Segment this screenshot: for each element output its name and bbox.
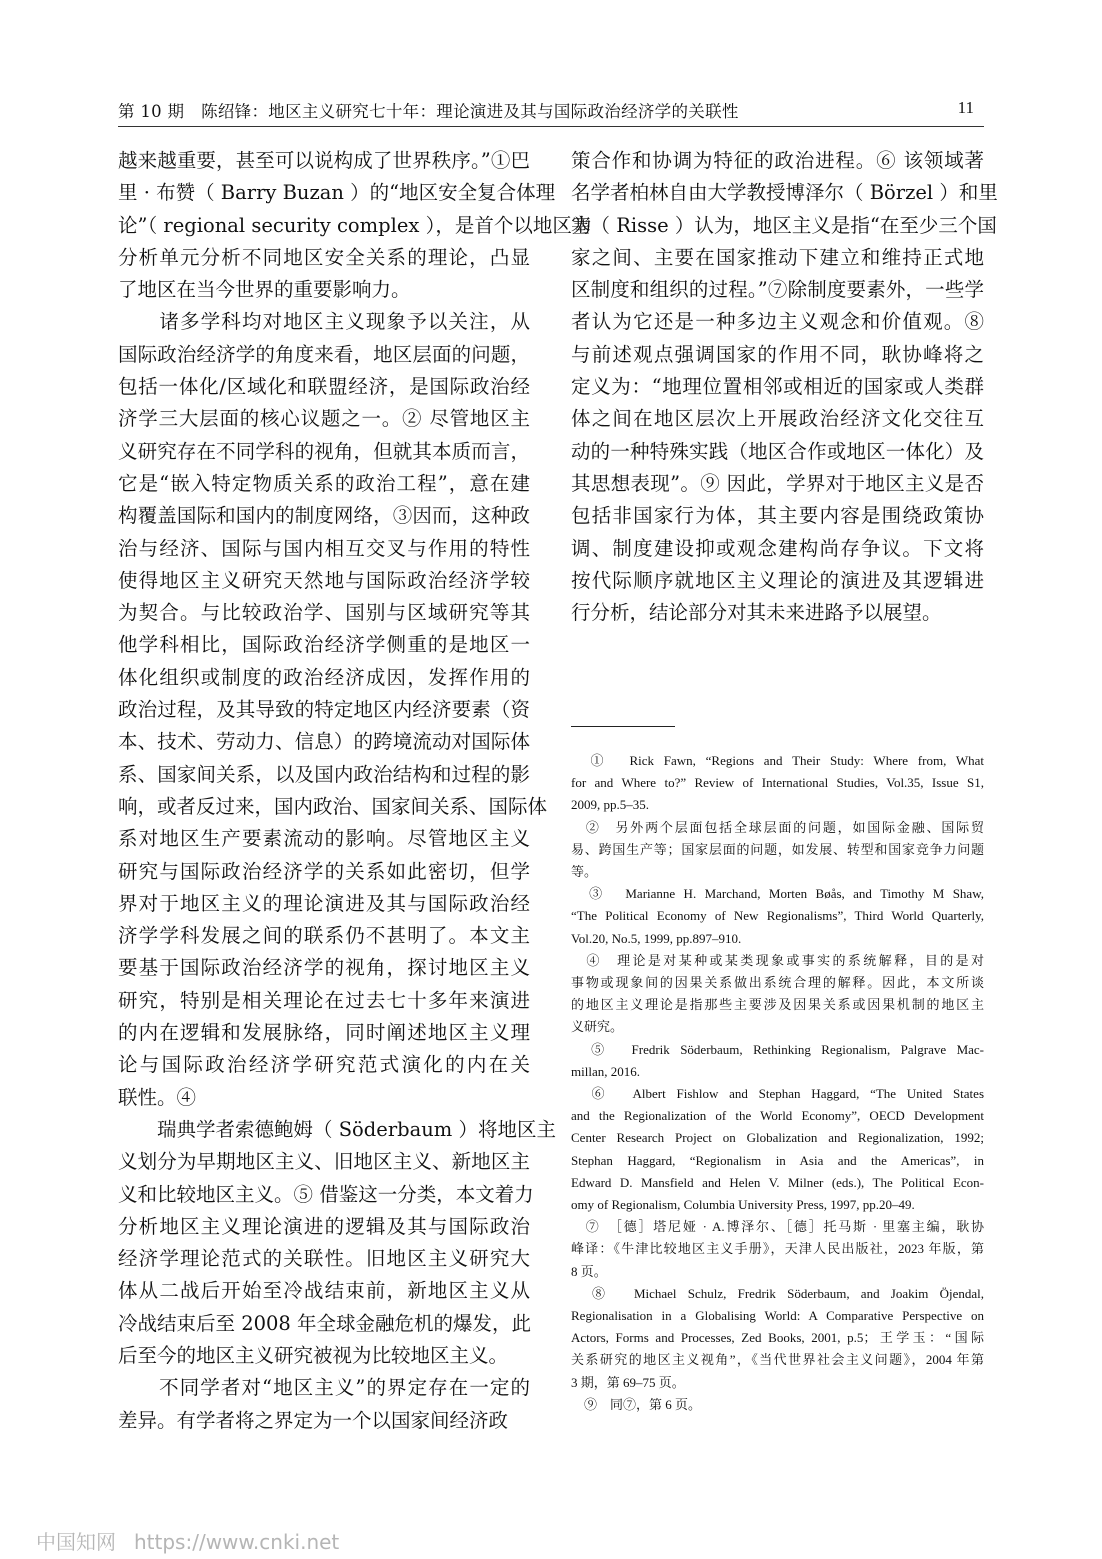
text-line: 瑞典学者索德鲍姆（ Söderbaum ）将地区主	[118, 1117, 556, 1141]
footnote	[571, 1394, 984, 1416]
text-line: 区制度和组织的过程。”⑦除制度要素外，一些学	[571, 278, 984, 302]
text-line: 界对于地区主义的理论演进及其与国际政治经	[118, 891, 530, 915]
text-line: 联性。④	[118, 1085, 197, 1109]
footnote-line: “The Political Economy of New Regionalisms”, Third World Quarterly,	[571, 908, 984, 924]
text-line: 济学学科发展之间的联系仍不甚明了。本文主	[118, 924, 530, 948]
footnote-line: and the Regionalization of the World Economy”, OECD Development	[571, 1108, 984, 1124]
footnote-line: ⑥ Albert Fishlow and Stephan Haggard, “The United States	[571, 1086, 984, 1102]
footnotes	[571, 750, 984, 1416]
text-line: 的内在逻辑和发展脉络，同时阐述地区主义理	[118, 1021, 530, 1045]
footnote-line: 易、跨国生产等；国家层面的问题，如发展、转型和国家竞争力问题	[571, 841, 984, 857]
text-line: 调、制度建设抑或观念建构尚存争议。下文将	[571, 536, 984, 560]
text-line: 按代际顺序就地区主义理论的演进及其逻辑进	[571, 568, 984, 592]
text-line: 响，或者反过来，国内政治、国家间关系、国际体	[118, 794, 548, 818]
footnote-line: ⑦ ［德］塔尼娅 · A.博泽尔、［德］托马斯 · 里塞主编，耿协	[571, 1219, 984, 1235]
text-line: 家之间、主要在国家推动下建立和维持正式地	[571, 245, 984, 269]
text-line: 其思想表现”。⑨ 因此，学界对于地区主义是否	[571, 471, 984, 495]
text-line: 诸多学科均对地区主义现象予以关注，从	[118, 310, 530, 334]
text-line: 研究与国际政治经济学的关系如此密切，但学	[118, 859, 530, 883]
text-line: 里 · 布赞（ Barry Buzan ）的“地区安全复合体理	[118, 181, 556, 205]
text-line: 为契合。与比较政治学、国别与区域研究等其	[118, 601, 530, 625]
text-line: 定义为：“地理位置相邻或相近的国家或人类群	[571, 375, 984, 399]
text-line: 冷战结束后至 2008 年全球金融危机的爆发，此	[118, 1311, 532, 1335]
footnote-line: 3 期，第 69–75 页。	[571, 1374, 685, 1390]
text-line: 经济学理论范式的关联性。旧地区主义研究大	[118, 1247, 530, 1271]
cnki-watermark	[36, 1526, 339, 1555]
footnote-line: ① Rick Fawn, “Regions and Their Study: Where from, What	[571, 753, 984, 768]
right-column	[571, 145, 998, 629]
text-line: 与前述观点强调国家的作用不同，耿协峰将之	[571, 342, 984, 366]
footnote-line: ⑧ Michael Schulz, Fredrik Söderbaum, and Joakim Öjendal,	[571, 1285, 984, 1301]
text-line: 塞（ Risse ）认为，地区主义是指“在至少三个国	[571, 213, 997, 237]
text-line: 使得地区主义研究天然地与国际政治经济学较	[118, 568, 530, 592]
footnote-line: 关系研究的地区主义视角”，《当代世界社会主义问题》，2004 年第	[571, 1352, 984, 1368]
text-line: 构覆盖国际和国内的制度网络，③因而，这种政	[118, 504, 530, 528]
running-header	[118, 96, 984, 127]
footnote	[571, 750, 984, 817]
footnote-line: 2009, pp.5–35.	[571, 797, 649, 813]
text-line: 治与经济、国际与国内相互交叉与作用的特性	[118, 536, 530, 560]
watermark-brand: 中国知网	[36, 1530, 116, 1554]
footnote-line: 峰译：《牛津比较地区主义手册》，天津人民出版社，2023 年版，第	[571, 1241, 984, 1257]
text-line: 包括非国家行为体，其主要内容是围绕政策协	[571, 504, 984, 528]
text-line: 国际政治经济学的角度来看，地区层面的问题，	[118, 342, 530, 366]
text-line: 了地区在当今世界的重要影响力。	[118, 278, 411, 302]
text-line: 越来越重要，甚至可以说构成了世界秩序。”①巴	[118, 149, 530, 172]
footnote-line: Actors, Forms and Processes, Zed Books, 2001, p.5；王学玉：“国际	[571, 1330, 984, 1346]
footnote-line: ④ 理论是对某种或某类现象或事实的系统解释，目的是对	[571, 952, 984, 968]
footnote-line: 义研究。	[571, 1019, 624, 1035]
text-line: 策合作和协调为特征的政治进程。⑥ 该领域著	[571, 149, 984, 172]
text-line: 政治过程，及其导致的特定地区内经济要素（资	[118, 698, 530, 722]
text-line: 研究，特别是相关理论在过去七十多年来演进	[118, 988, 530, 1012]
page-number: 11	[957, 98, 974, 117]
text-line: 它是“嵌入特定物质关系的政治工程”，意在建	[118, 471, 530, 495]
text-line: 济学三大层面的核心议题之一。② 尽管地区主	[118, 407, 530, 431]
text-line: 系对地区生产要素流动的影响。尽管地区主义	[118, 827, 530, 851]
footnote-line: millan, 2016.	[571, 1063, 640, 1079]
footnote-line: Vol.20, No.5, 1999, pp.897–910.	[571, 930, 742, 946]
footnote-line: 的地区主义理论是指那些主要涉及因果关系或因果机制的地区主	[571, 997, 984, 1013]
text-line: 不同学者对“地区主义”的界定存在一定的	[118, 1376, 530, 1400]
footnote-line: 等。	[571, 864, 598, 880]
text-line: 论”（ regional security complex ），是首个以地区为	[118, 213, 592, 237]
watermark-url: https://www.cnki.net	[134, 1530, 340, 1554]
text-line: 论与国际政治经济学研究范式演化的内在关	[118, 1053, 530, 1077]
footnote-line: ⑨ 同⑦，第 6 页。	[571, 1396, 702, 1412]
footnote-line: 事物或现象间的因果关系做出系统合理的解释。因此，本文所谈	[571, 975, 984, 991]
footnote-line: ② 另外两个层面包括全球层面的问题，如国际金融、国际贸	[571, 819, 984, 835]
text-line: 本、技术、劳动力、信息）的跨境流动对国际体	[118, 730, 530, 754]
footnote-separator	[571, 726, 675, 727]
text-line: 动的一种特殊实践（地区合作或地区一体化）及	[571, 439, 984, 463]
text-line: 他学科相比，国际政治经济学侧重的是地区一	[118, 633, 530, 657]
text-line: 后至今的地区主义研究被视为比较地区主义。	[118, 1343, 509, 1367]
footnote-line: ⑤ Fredrik Söderbaum, Rethinking Regionalism, Palgrave Mac-	[571, 1041, 984, 1057]
footnote-line: Edward D. Mansfield and Helen V. Milner (eds.), The Political Econ-	[571, 1174, 984, 1190]
footnote	[571, 1039, 984, 1083]
text-line: 体化组织或制度的政治经济成因，发挥作用的	[118, 665, 530, 689]
footnote	[571, 883, 984, 950]
text-line: 要基于国际政治经济学的视角，探讨地区主义	[118, 956, 530, 980]
footnote-line: 8 页。	[571, 1263, 607, 1279]
text-line: 义研究存在不同学科的视角，但就其本质而言，	[118, 439, 530, 463]
text-line: 分析单元分析不同地区安全关系的理论，凸显	[118, 245, 530, 269]
text-line: 者认为它还是一种多边主义观念和价值观。⑧	[571, 310, 984, 334]
footnote	[571, 1283, 984, 1394]
text-line: 体之间在地区层次上开展政治经济文化交往互	[571, 407, 984, 431]
text-line: 名学者柏林自由大学教授博泽尔（ Börzel ）和里	[571, 181, 998, 205]
footnote-line: omy of Regionalism, Columbia University Press, 1997, pp.20–49.	[571, 1197, 915, 1213]
text-line: 系、国家间关系，以及国内政治结构和过程的影	[118, 762, 530, 786]
footnote	[571, 817, 984, 884]
text-line: 差异。有学者将之界定为一个以国家间经济政	[118, 1408, 509, 1432]
header-title: 第 10 期 陈绍锋：地区主义研究七十年：理论演进及其与国际政治经济学的关联性	[118, 102, 739, 121]
text-line: 义划分为早期地区主义、旧地区主义、新地区主	[118, 1150, 530, 1174]
text-line: 包括一体化/区域化和联盟经济，是国际政治经	[118, 375, 530, 399]
footnote-line: Regionalisation in a Globalising World: A Comparative Perspective on	[571, 1308, 984, 1324]
footnote	[571, 1216, 984, 1283]
footnote	[571, 1083, 984, 1216]
footnote-line: for and Where to?” Review of International Studies, Vol.35, Issue S1,	[571, 775, 984, 791]
footnote-line: Center Research Project on Globalization and Regionalization, 1992;	[571, 1130, 984, 1146]
text-line: 义和比较地区主义。⑤ 借鉴这一分类，本文着力	[118, 1182, 534, 1206]
footnote-line: ③ Marianne H. Marchand, Morten Bøås, and Timothy M Shaw,	[571, 886, 984, 902]
text-line: 体从二战后开始至冷战结束前，新地区主义从	[118, 1279, 530, 1303]
text-line: 分析地区主义理论演进的逻辑及其与国际政治	[118, 1214, 530, 1238]
text-line: 行分析，结论部分对其未来进路予以展望。	[571, 601, 942, 625]
footnote-line: Stephan Haggard, “Regionalism in Asia and the Americas”, in	[571, 1152, 984, 1168]
footnote	[571, 950, 984, 1039]
